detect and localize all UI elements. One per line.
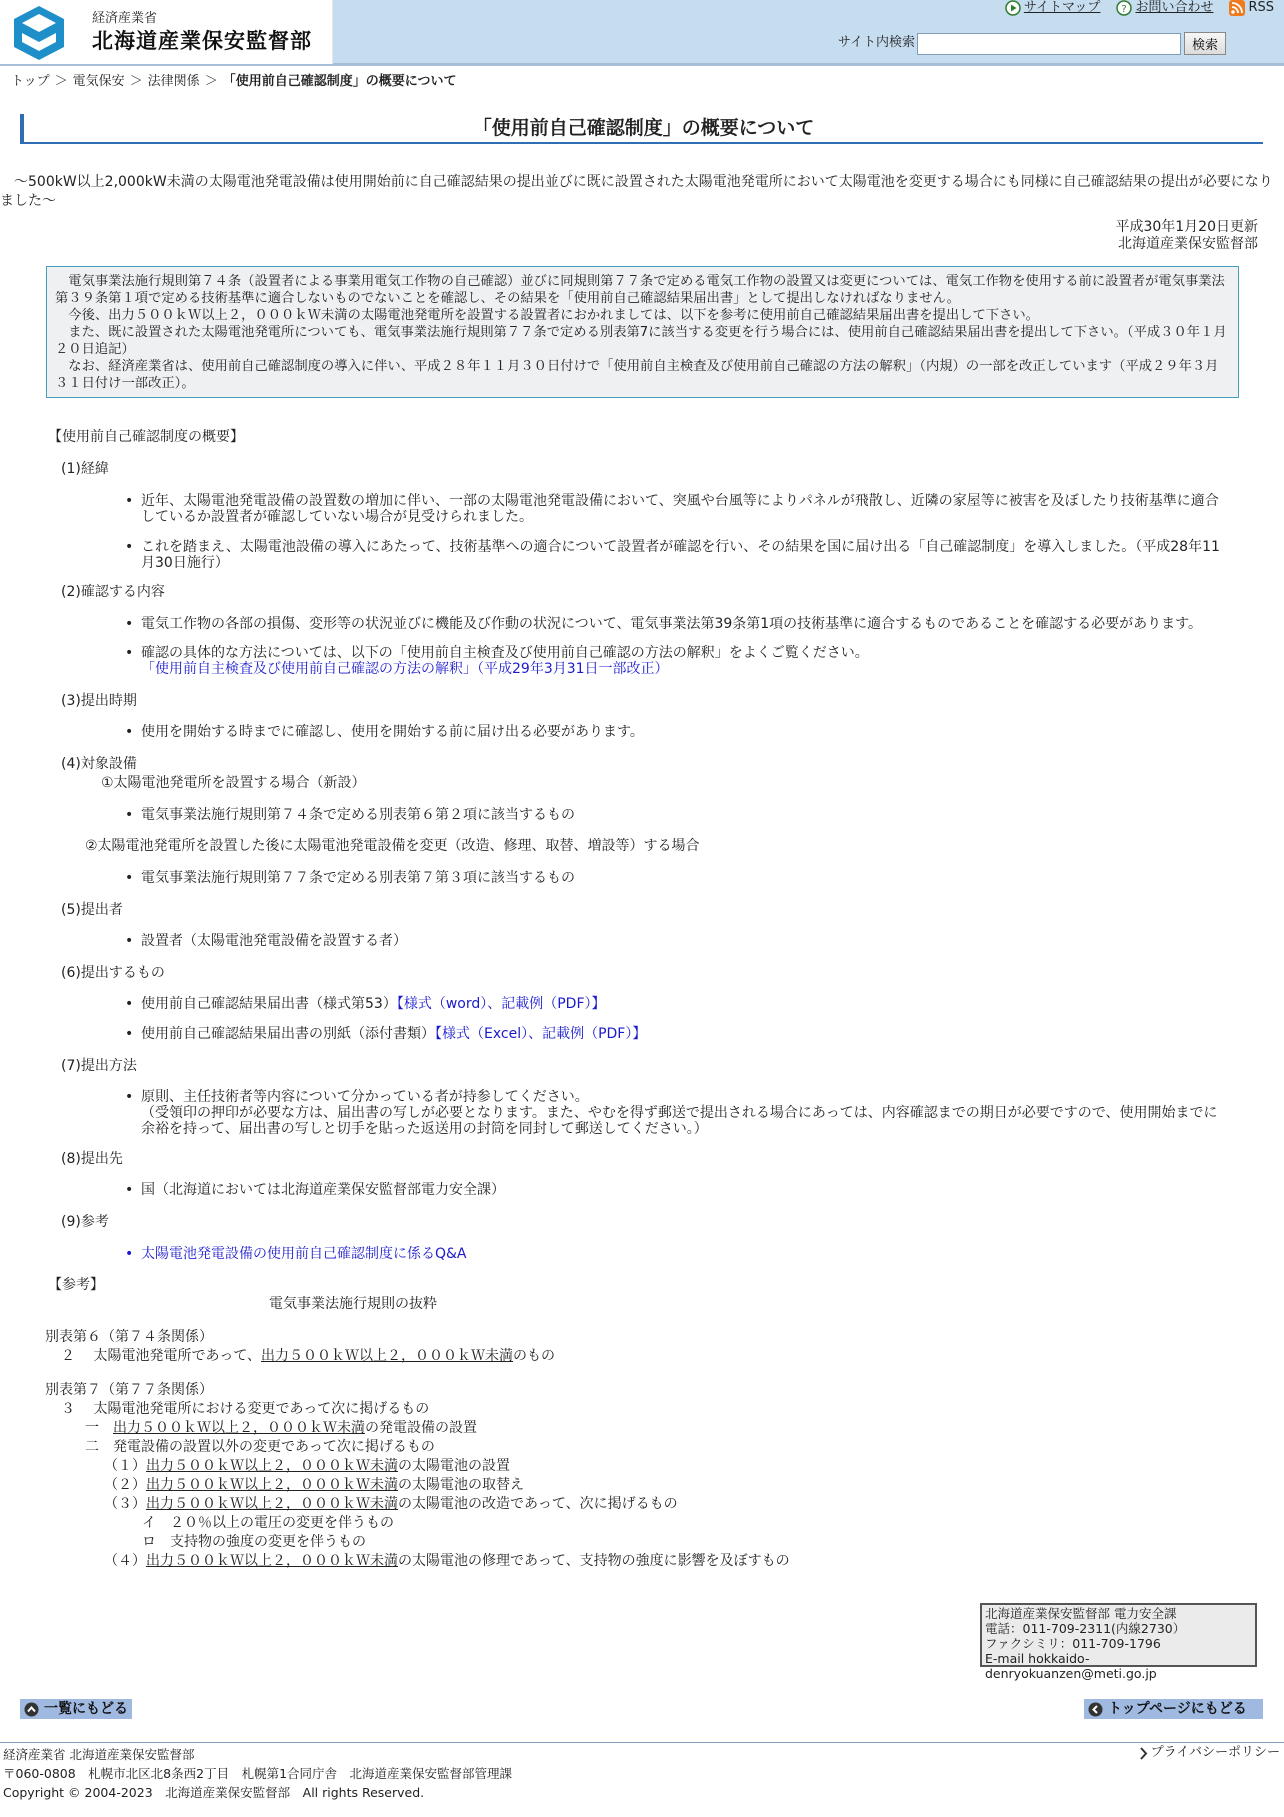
logo-bureau-text: 北海道産業保安監督部 — [92, 29, 312, 53]
sitemap-label: サイトマップ — [1023, 0, 1101, 15]
subitem-text: 発電設備の設置以外の変更であって次に掲げるもの — [113, 1439, 435, 1455]
list-item: • 近年、太陽電池発電設備の設置数の増加に伴い、一部の太陽電池発電設備において、突風や台風等によりパネルが飛散し、近隣の家屋等に被害を及ぼしたり技術基準に適合しているか設置者が確認していない場合が見受けられました。 — [125, 493, 1230, 525]
site-logo[interactable] — [0, 0, 333, 64]
underlined-capacity: 出力５００ｋＷ以上２，０００ｋＷ未満 — [146, 1477, 398, 1493]
footer-org: 経済産業省 北海道産業保安監督部 — [3, 1747, 195, 1762]
site-footer — [3, 1745, 512, 1802]
form-excel-link[interactable]: 【様式（Excel）、記載例（PDF）】 — [435, 1026, 647, 1042]
detail-text: の太陽電池の修理であって、支持物の強度に影響を及ぼすもの — [398, 1553, 790, 1569]
underlined-capacity: 出力５００ｋＷ以上２，０００ｋＷ未満 — [146, 1458, 398, 1474]
table7-subitem — [85, 1439, 435, 1455]
search-input[interactable] — [917, 33, 1181, 55]
rss-link[interactable] — [1229, 0, 1274, 17]
section-destination-heading: (8)提出先 — [61, 1151, 123, 1167]
search-label: サイト内検索 — [837, 35, 915, 51]
list-item: • 使用を開始する時までに確認し、使用を開始する前に届け出る必要があります。 — [125, 724, 1230, 740]
table7-subitem — [85, 1420, 477, 1436]
left-arrow-icon — [1088, 1702, 1103, 1717]
section-reference-heading: (9)参考 — [61, 1214, 109, 1230]
table6-item-text: 太陽電池発電所であって、 — [93, 1348, 262, 1364]
table7-detail — [104, 1458, 510, 1474]
list-item: • 使用前自己確認結果届出書（様式第53）【様式（word）、記載例（PDF）】 — [125, 996, 606, 1012]
table7-item — [61, 1401, 429, 1417]
subitem-text: の発電設備の設置 — [365, 1420, 477, 1436]
table7-subdetail: イ ２０％以上の電圧の変更を伴うもの — [142, 1515, 394, 1531]
back-to-list-button[interactable] — [20, 1699, 132, 1719]
breadcrumb-separator: ＞ — [204, 74, 218, 89]
detail-number: （３） — [104, 1496, 146, 1512]
list-item-text: 確認の具体的な方法については、以下の「使用前自主検査及び使用前自己確認の方法の解釈」をよくご覧ください。 — [141, 645, 869, 661]
list-item: • 電気工作物の各部の損傷、変形等の状況並びに機能及び作動の状況について、電気事業法第39条第1項の技術基準に適合するものであることを確認する必要があります。 — [125, 616, 1230, 632]
section-check-heading: (2)確認する内容 — [61, 584, 165, 600]
svg-text:?: ? — [1121, 4, 1128, 16]
notice-paragraph: なお、経済産業省は、使用前自己確認制度の導入に伴い、平成２８年１１月３０日付けで「使用前自主検査及び使用前自己確認の方法の解釈」（内規）の一部を改正しています（平成２９年３月３１日付け一部改正）。 — [55, 359, 1219, 391]
rss-label: RSS — [1248, 0, 1274, 15]
update-info — [1115, 219, 1258, 253]
table7-subdetail: ロ 支持物の強度の変更を伴うもの — [142, 1534, 366, 1550]
breadcrumb-separator: ＞ — [129, 74, 143, 89]
contact-link[interactable] — [1116, 0, 1213, 17]
meti-logo-icon — [14, 6, 64, 60]
qa-link[interactable]: 太陽電池発電設備の使用前自己確認制度に係るQ&A — [141, 1246, 467, 1262]
section-history-heading: (1)経緯 — [61, 461, 109, 477]
section-method-heading: (7)提出方法 — [61, 1058, 137, 1074]
list-item: • 設置者（太陽電池発電設備を設置する者） — [125, 933, 1230, 949]
list-item-text: 使用を開始する時までに確認し、使用を開始する前に届け出る必要があります。 — [141, 724, 644, 740]
subitem-number: 二 — [85, 1439, 99, 1455]
back-to-top-label: トップページにもどる — [1108, 1700, 1247, 1717]
detail-number: （１） — [104, 1458, 146, 1474]
footer-address: 〒060-0808 札幌市北区北8条西2丁目 札幌第1合同庁舎 北海道産業保安監督部管理課 — [3, 1766, 513, 1781]
list-item: • 電気事業法施行規則第７７条で定める別表第７第３項に該当するもの — [125, 870, 1230, 886]
contact-box — [980, 1603, 1257, 1681]
reference-subtitle: 電気事業法施行規則の抜粋 — [269, 1296, 437, 1312]
list-item-note: （受領印の押印が必要な方は、届出書の写しが必要となります。また、やむを得ず郵送で提出される場合にあっては、内容確認までの期日が必要ですので、使用開始までに余裕を持って、届出書の写しと切手を貼った返送用の封筒を同封して郵送してください。） — [141, 1105, 1218, 1137]
overview-heading: 【使用前自己確認制度の概要】 — [48, 429, 244, 445]
site-header — [0, 0, 1284, 66]
privacy-policy-link[interactable] — [1139, 1745, 1280, 1762]
table7-heading: 別表第７（第７７条関係） — [45, 1382, 213, 1398]
footer-copyright: Copyright © 2004-2023 北海道産業保安監督部 All rights Reserved. — [3, 1785, 425, 1800]
list-item-text: 設置者（太陽電池発電設備を設置する者） — [141, 933, 407, 949]
table7-item-text: 太陽電池発電所における変更であって次に掲げるもの — [93, 1401, 430, 1417]
underlined-capacity: 出力５００ｋＷ以上２，０００ｋＷ未満 — [113, 1420, 365, 1436]
breadcrumb-separator: ＞ — [54, 74, 68, 89]
back-to-list-label: 一覧にもどる — [44, 1700, 128, 1717]
reference-heading: 【参考】 — [48, 1277, 104, 1293]
section-submitter-heading: (5)提出者 — [61, 902, 123, 918]
contact-label: お問い合わせ — [1135, 0, 1214, 15]
section-timing-heading: (3)提出時期 — [61, 693, 137, 709]
list-item-text: 電気事業法施行規則第７７条で定める別表第７第３項に該当するもの — [141, 870, 575, 886]
update-date: 平成30年1月20日更新 — [1115, 219, 1258, 235]
list-item: • 電気事業法施行規則第７４条で定める別表第６第２項に該当するもの — [125, 807, 1230, 823]
up-arrow-icon — [24, 1702, 39, 1717]
breadcrumb — [11, 74, 456, 91]
target-case-new: ①太陽電池発電所を設置する場合（新設） — [101, 775, 366, 791]
detail-text: の太陽電池の設置 — [398, 1458, 510, 1474]
search-button[interactable]: 検索 — [1184, 32, 1226, 55]
list-item: • 原則、主任技術者等内容について分かっている者が持参してください。 （受領印の押印が必要な方は、届出書の写しが必要となります。また、やむを得ず郵送で提出される場合にあっては、内容確認までの期日が必要ですので、使用開始までに余裕を持って、届出書の写しと切手を貼った返送用の封筒を同封して郵送してください。） — [125, 1089, 1218, 1137]
breadcrumb-law-link[interactable]: 法律関係 — [147, 74, 200, 89]
breadcrumb-top-link[interactable]: トップ — [11, 74, 50, 89]
table7-detail — [104, 1553, 790, 1569]
table6-heading: 別表第６（第７４条関係） — [45, 1329, 213, 1345]
notice-paragraph: 電気事業法施行規則第７４条（設置者による事業用電気工作物の自己確認）並びに同規則第７７条で定める電気工作物の設置又は変更については、電気工作物を使用する前に設置者が電気事業法第３９条第１項で定める技術基準に適合しないものでないことを確認し、その結果を「使用前自己確認結果届出書」として提出しなければなりません。 — [55, 274, 1225, 306]
detail-number: （４） — [104, 1553, 146, 1569]
sitemap-link[interactable] — [1005, 0, 1101, 17]
list-item: • これを踏まえ、太陽電池設備の導入にあたって、技術基準への適合について設置者が確認を行い、その結果を国に届け出る「自己確認制度」を導入しました。（平成28年11月30日施行） — [125, 539, 1230, 571]
section-documents-heading: (6)提出するもの — [61, 965, 165, 981]
list-item-text: 電気工作物の各部の損傷、変形等の状況並びに機能及び作動の状況について、電気事業法第39条第1項の技術基準に適合するものであることを確認する必要があります。 — [141, 616, 1203, 632]
privacy-policy-label: プライバシーポリシー — [1150, 1745, 1280, 1760]
update-org: 北海道産業保安監督部 — [1118, 236, 1258, 252]
list-item-text: 電気事業法施行規則第７４条で定める別表第６第２項に該当するもの — [141, 807, 575, 823]
section-target-heading: (4)対象設備 — [61, 756, 137, 772]
underlined-capacity: 出力５００ｋＷ以上２，０００ｋＷ未満 — [146, 1496, 398, 1512]
list-item: • 太陽電池発電設備の使用前自己確認制度に係るQ&A — [125, 1246, 1230, 1262]
interpretation-link[interactable]: 「使用前自主検査及び使用前自己確認の方法の解釈」（平成29年3月31日一部改正） — [141, 661, 669, 677]
question-icon — [1116, 0, 1132, 16]
intro-text: ～500kW以上2,000kW未満の太陽電池発電設備は使用開始前に自己確認結果の提出並びに既に設置された太陽電池発電所において太陽電池を変更する場合にも同様に自己確認結果の提出が必要になりました～ — [0, 174, 1273, 209]
form-word-link[interactable]: 【様式（word）、記載例（PDF）】 — [396, 996, 606, 1012]
list-item-text: 近年、太陽電池発電設備の設置数の増加に伴い、一部の太陽電池発電設備において、突風や台風等によりパネルが飛散し、近隣の家屋等に被害を及ぼしたり技術基準に適合しているか設置者が確認していない場合が見受けられました。 — [141, 493, 1219, 525]
site-search — [838, 32, 1226, 55]
contact-dept: 北海道産業保安監督部 電力安全課 — [985, 1606, 1177, 1621]
back-to-top-button[interactable] — [1084, 1699, 1263, 1719]
page-title: 「使用前自己確認制度」の概要について — [20, 114, 1263, 144]
table6-item-suffix: のもの — [513, 1348, 556, 1364]
list-item-text: 原則、主任技術者等内容について分かっている者が持参してください。 — [141, 1089, 589, 1105]
rss-icon — [1229, 0, 1245, 16]
list-item-text: 使用前自己確認結果届出書（様式第53） — [141, 996, 397, 1012]
target-case-change: ②太陽電池発電所を設置した後に太陽電池発電設備を変更（改造、修理、取替、増設等）する場合 — [85, 838, 700, 854]
logo-ministry-text: 経済産業省 — [92, 11, 158, 26]
contact-email: E-mail hokkaido-denryokuanzen@meti.go.jp — [985, 1651, 1157, 1681]
chevron-right-icon — [1139, 1747, 1148, 1760]
notice-box — [46, 266, 1239, 398]
table6-item — [61, 1348, 555, 1364]
underlined-capacity: 出力５００ｋＷ以上２，０００ｋＷ未満 — [261, 1348, 514, 1364]
underlined-capacity: 出力５００ｋＷ以上２，０００ｋＷ未満 — [146, 1553, 398, 1569]
sitemap-icon — [1005, 0, 1021, 16]
footer-divider — [0, 1742, 1284, 1743]
list-item-text: 国（北海道においては北海道産業保安監督部電力安全課） — [141, 1182, 505, 1198]
list-item: • 確認の具体的な方法については、以下の「使用前自主検査及び使用前自己確認の方法の解釈」をよくご覧ください。 「使用前自主検査及び使用前自己確認の方法の解釈」（平成29年3月31日一部改正） — [125, 645, 869, 677]
contact-phone: 電話：011-709-2311(内線2730） — [985, 1621, 1186, 1636]
utility-links — [1005, 0, 1274, 17]
detail-text: の太陽電池の改造であって、次に掲げるもの — [398, 1496, 678, 1512]
table7-detail — [104, 1477, 524, 1493]
breadcrumb-denki-link[interactable]: 電気保安 — [72, 74, 125, 89]
subitem-number: 一 — [85, 1420, 99, 1436]
list-item: • 国（北海道においては北海道産業保安監督部電力安全課） — [125, 1182, 1230, 1198]
breadcrumb-current: 「使用前自己確認制度」の概要について — [222, 74, 457, 89]
list-item: • 使用前自己確認結果届出書の別紙（添付書類）【様式（Excel）、記載例（PDF）】 — [125, 1026, 647, 1042]
table7-detail — [104, 1496, 678, 1512]
detail-text: の太陽電池の取替え — [398, 1477, 524, 1493]
list-item-text: これを踏まえ、太陽電池設備の導入にあたって、技術基準への適合について設置者が確認を行い、その結果を国に届け出る「自己確認制度」を導入しました。（平成28年11月30日施行） — [141, 539, 1220, 571]
table7-item-number: ３ — [61, 1401, 75, 1417]
notice-paragraph: また、既に設置された太陽電池発電所についても、電気事業法施行規則第７７条で定める別表第7に該当する変更を行う場合には、使用前自己確認結果届出書を提出して下さい。（平成３０年１月２０日追記） — [55, 325, 1227, 357]
list-item-text: 使用前自己確認結果届出書の別紙（添付書類） — [141, 1026, 435, 1042]
notice-paragraph: 今後、出力５００ｋＷ以上２，０００ｋＷ未満の太陽電池発電所を設置する設置者におかれましては、以下を参考に使用前自己確認結果届出書を提出して下さい。 — [68, 308, 1039, 323]
table6-item-number: ２ — [61, 1348, 75, 1364]
contact-fax: ファクシミリ：011-709-1796 — [985, 1636, 1161, 1651]
detail-number: （２） — [104, 1477, 146, 1493]
